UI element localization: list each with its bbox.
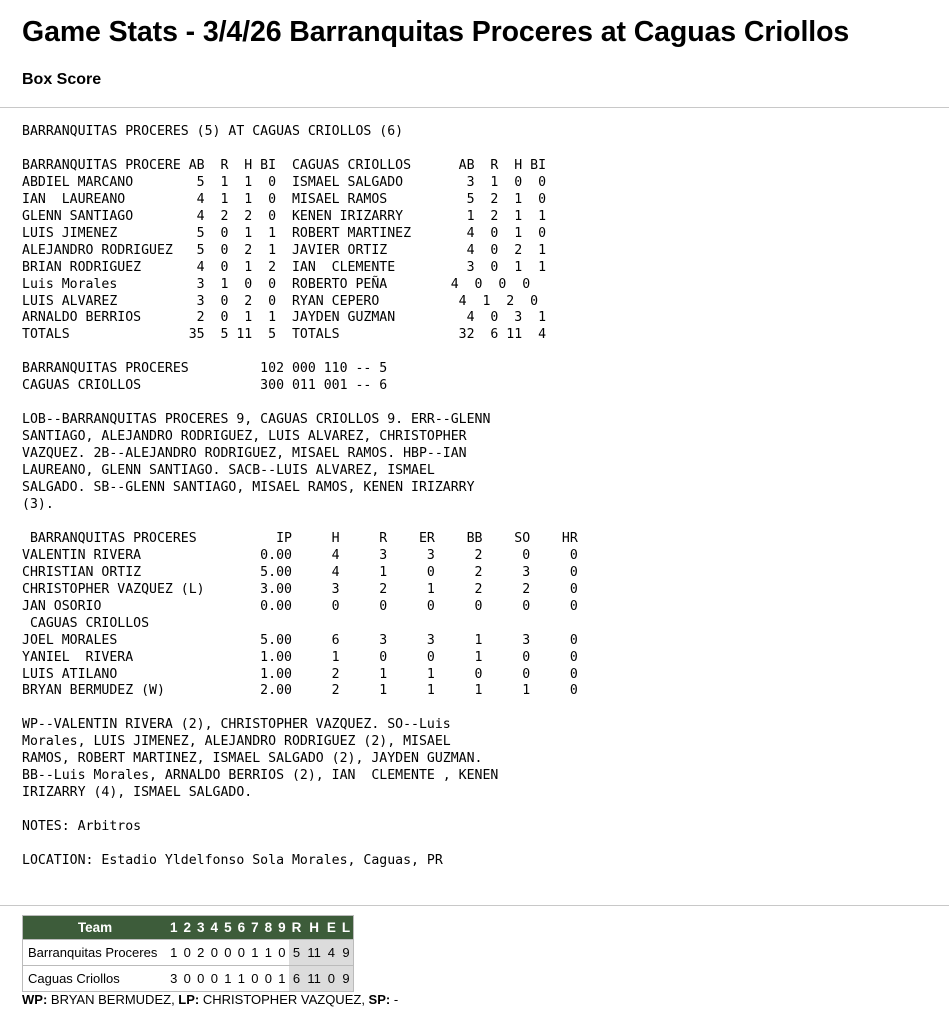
- losing-pitcher: CHRISTOPHER VAZQUEZ: [202, 992, 362, 1007]
- inning-score: 1: [235, 966, 249, 992]
- inning-score: 0: [248, 966, 262, 992]
- total-errors: 0: [324, 966, 339, 992]
- inning-score: 0: [181, 966, 195, 992]
- wp-label: WP:: [22, 992, 48, 1007]
- inning-score: 0: [181, 940, 195, 966]
- inning-score: 1: [167, 940, 181, 966]
- team-name: Caguas Criollos: [23, 966, 168, 992]
- inning-score: 0: [208, 940, 222, 966]
- inning-score: 0: [208, 966, 222, 992]
- linescore-row-away: [23, 940, 354, 966]
- inning-score: 1: [221, 966, 235, 992]
- total-lob: 9: [339, 966, 354, 992]
- sp-label: SP:: [368, 992, 391, 1007]
- divider-bottom: [0, 905, 949, 906]
- header-lob: L: [339, 916, 354, 940]
- header-errors: E: [324, 916, 339, 940]
- header-inning-4: 4: [208, 916, 222, 940]
- total-hits: 11: [304, 966, 324, 992]
- inning-score: 0: [221, 940, 235, 966]
- box-score-text: BARRANQUITAS PROCERES (5) AT CAGUAS CRIOLLOS (6) BARRANQUITAS PROCERE AB R H BI CAGUAS CRIOLLOS AB R H BI ABDIEL MARCANO 5 1 1 0 ISMAEL SALGADO 3 1 0 0 IAN LAUREANO 4 1 1 0 MISAEL RAMOS 5 2 1 0 GLENN SANTIAGO 4 2 2 0 KENEN IRIZARRY 1 2 1 1 LUIS JIMENEZ 5 0 1 1 ROBERT MARTINEZ 4 0 1 0 ALEJANDRO RODRIGUEZ 5 0 2 1 JAVIER ORTIZ 4 0 2 1 BRIAN RODRIGUEZ 4 0 1 2 IAN CLEMENTE 3 0 1 1 Luis Morales 3 1 0 0 ROBERTO PEÑA 4 0 0 0 LUIS ALVAREZ 3 0 2 0 RYAN CEPERO 4 1 2 0 ARNALDO BERRIOS 2 0 1 1 JAYDEN GUZMAN 4 0 3 1 TOTALS 35 5 11 5 TOTALS 32 6 11 4 BARRANQUITAS PROCERES 102 000 110 -- 5 CAGUAS CRIOLLOS 300 011 001 -- 6 LOB--BARRANQUITAS PROCERES 9, CAGUAS CRIOLLOS 9. ERR--GLENN SANTIAGO, ALEJANDRO RODRIGUEZ, LUIS ALVAREZ, CHRISTOPHER VAZQUEZ. 2B--ALEJANDRO RODRIGUEZ, MISAEL RAMOS. HBP--IAN LAUREANO, GLENN SANTIAGO. SACB--LUIS ALVAREZ, ISMAEL SALGADO. SB--GLENN SANTIAGO, MISAEL RAMOS, KENEN IRIZARRY (3). BARRANQUITAS PROCERES IP H R ER BB SO HR VALENTIN RIVERA 0.00 4 3 3 2 0 0 CHRISTIAN ORTIZ 5.00 4 1 0 2 3 0 CHRISTOPHER VAZQUEZ (L) 3.00 3 2 1 2 2 0 JAN OSORIO 0.00 0 0 0 0 0 0 CAGUAS CRIOLLOS JOEL MORALES 5.00 6 3 3 1 3 0 YANIEL RIVERA 1.00 1 0 0 1 0 0 LUIS ATILANO 1.00 2 1 1 0 0 0 BRYAN BERMUDEZ (W) 2.00 2 1 1 1 1 0 WP--VALENTIN RIVERA (2), CHRISTOPHER VAZQUEZ. SO--Luis Morales, LUIS JIMENEZ, ALEJANDRO RODRIGUEZ (2), MISAEL RAMOS, ROBERT MARTINEZ, ISMAEL SALGADO (2), JAYDEN GUZMAN. BB--Luis Morales, ARNALDO BERRIOS (2), IAN CLEMENTE , KENEN IRIZARRY (4), ISMAEL SALGADO. NOTES: Arbitros LOCATION: Estadio Yldelfonso Sola Morales, Caguas, PR: [22, 124, 578, 868]
- total-runs: 5: [289, 940, 305, 966]
- save-pitcher: -: [393, 992, 399, 1007]
- inning-score: 3: [167, 966, 181, 992]
- linescore-header-row: [23, 916, 354, 940]
- inning-score: 1: [248, 940, 262, 966]
- header-inning-1: 1: [167, 916, 181, 940]
- divider-top: [0, 107, 949, 108]
- lp-label: LP:: [178, 992, 200, 1007]
- team-name: Barranquitas Proceres: [23, 940, 168, 966]
- inning-score: 2: [194, 940, 208, 966]
- section-title-box-score: Box Score: [22, 71, 102, 88]
- page-title: Game Stats - 3/4/26 Barranquitas Proceres at Caguas Criollos: [22, 16, 850, 48]
- linescore-table: [22, 915, 354, 992]
- inning-score: 0: [235, 940, 249, 966]
- header-inning-7: 7: [248, 916, 262, 940]
- inning-score: 0: [262, 966, 276, 992]
- header-runs: R: [289, 916, 305, 940]
- winning-pitcher: BRYAN BERMUDEZ: [50, 992, 172, 1007]
- header-inning-8: 8: [262, 916, 276, 940]
- header-team: Team: [23, 916, 168, 940]
- header-inning-6: 6: [235, 916, 249, 940]
- inning-score: 0: [275, 940, 289, 966]
- inning-score: 0: [194, 966, 208, 992]
- total-errors: 4: [324, 940, 339, 966]
- total-runs: 6: [289, 966, 305, 992]
- total-hits: 11: [304, 940, 324, 966]
- inning-score: 1: [275, 966, 289, 992]
- header-hits: H: [304, 916, 324, 940]
- inning-score: 1: [262, 940, 276, 966]
- pitching-decisions: WP: BRYAN BERMUDEZ, LP: CHRISTOPHER VAZQUEZ, SP: -: [22, 992, 399, 1007]
- header-inning-2: 2: [181, 916, 195, 940]
- header-inning-3: 3: [194, 916, 208, 940]
- header-inning-9: 9: [275, 916, 289, 940]
- linescore-row-home: [23, 966, 354, 992]
- total-lob: 9: [339, 940, 354, 966]
- header-inning-5: 5: [221, 916, 235, 940]
